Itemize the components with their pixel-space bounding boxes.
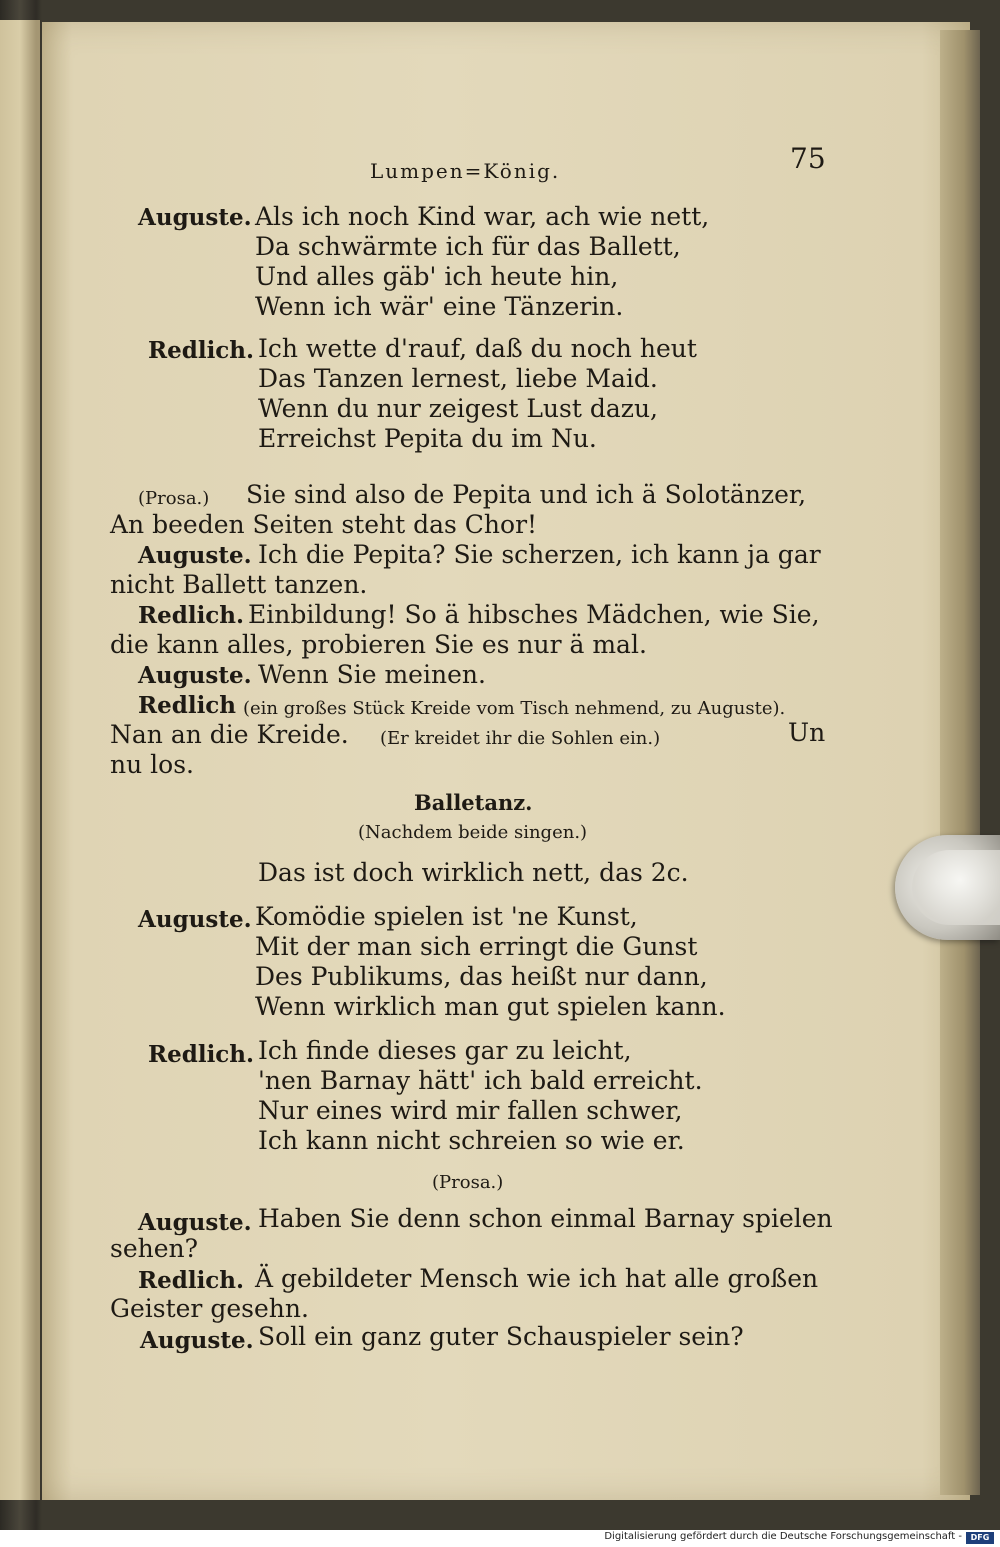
prose-line: Ä gebildeter Mensch wie ich hat alle großen [255,1264,819,1293]
prose-line: nu los. [110,750,194,779]
stage-direction: (Nachdem beide singen.) [358,822,588,843]
speaker-label: Redlich. [138,1267,245,1294]
verse-line: Wenn wirklich man gut spielen kann. [255,992,726,1021]
speaker-label: Redlich. [148,337,255,364]
page-stack-edge [940,30,980,1495]
verse-line: Erreichst Pepita du im Nu. [258,424,597,453]
verse-line: Nur eines wird mir fallen schwer, [258,1096,683,1125]
prose-line: Soll ein ganz guter Schauspieler sein? [258,1322,744,1351]
prose-line: Geister gesehn. [110,1294,309,1323]
speaker-label: Auguste. [138,662,252,689]
verse-line: Wenn du nur zeigest Lust dazu, [258,394,658,423]
speaker-label: Redlich. [148,1041,255,1068]
speaker-label: Auguste. [138,542,252,569]
verse-line: Da schwärmte ich für das Ballett, [255,232,681,261]
prose-line: Nan an die Kreide. [110,720,349,749]
prose-line: Einbildung! So ä hibsches Mädchen, wie Sie, [248,600,820,629]
speaker-label: Auguste. [138,1209,252,1236]
verse-line: Wenn ich wär' eine Tänzerin. [255,292,624,321]
stage-direction: (ein großes Stück Kreide vom Tisch nehmend, zu Auguste). [243,698,786,719]
speaker-label: Redlich [138,692,237,719]
speaker-label: Redlich. [138,602,245,629]
prose-line: An beeden Seiten steht das Chor! [110,510,538,539]
verse-line: 'nen Barnay hätt' ich bald erreicht. [258,1066,703,1095]
dfg-logo: DFG [966,1532,994,1544]
verse-line: Und alles gäb' ich heute hin, [255,262,619,291]
prose-line: nicht Ballett tanzen. [110,570,368,599]
verse-line: Das Tanzen lernest, liebe Maid. [258,364,658,393]
verse-line: Mit der man sich erringt die Gunst [255,932,698,961]
verse-line: Des Publikums, das heißt nur dann, [255,962,708,991]
prose-line: Sie sind also de Pepita und ich ä Solotänzer, [246,480,807,509]
stage-direction: (Prosa.) [432,1172,504,1193]
speaker-label: Auguste. [140,1327,254,1354]
stage-direction: (Prosa.) [138,488,210,509]
speaker-label: Auguste. [138,906,252,933]
verse-line: Ich wette d'rauf, daß du noch heut [258,334,697,363]
stage-direction: (Er kreidet ihr die Sohlen ein.) [380,728,661,749]
verse-line: Das ist doch wirklich nett, das 2c. [258,858,689,887]
speaker-label: Auguste. [138,204,252,231]
prose-line: Ich die Pepita? Sie scherzen, ich kann ja gar [258,540,821,569]
verse-line: Ich kann nicht schreien so wie er. [258,1126,685,1155]
page-clip-highlight [912,850,1000,925]
verse-line: Als ich noch Kind war, ach wie nett, [255,202,710,231]
prose-line: Haben Sie denn schon einmal Barnay spielen [258,1204,833,1233]
page-number: 75 [790,142,826,175]
verse-line: Komödie spielen ist 'ne Kunst, [255,902,638,931]
section-title: Balletanz. [414,790,533,815]
prose-line: die kann alles, probieren Sie es nur ä mal. [110,630,647,659]
prose-line: Wenn Sie meinen. [258,660,486,689]
prose-line: Un [788,718,826,747]
verse-line: Ich finde dieses gar zu leicht, [258,1036,632,1065]
prose-line: sehen? [110,1234,199,1263]
running-title: Lumpen=König. [370,159,561,183]
previous-page-edge [0,20,40,1500]
footer-credit: Digitalisierung gefördert durch die Deutsche Forschungsgemeinschaft - [604,1531,962,1542]
